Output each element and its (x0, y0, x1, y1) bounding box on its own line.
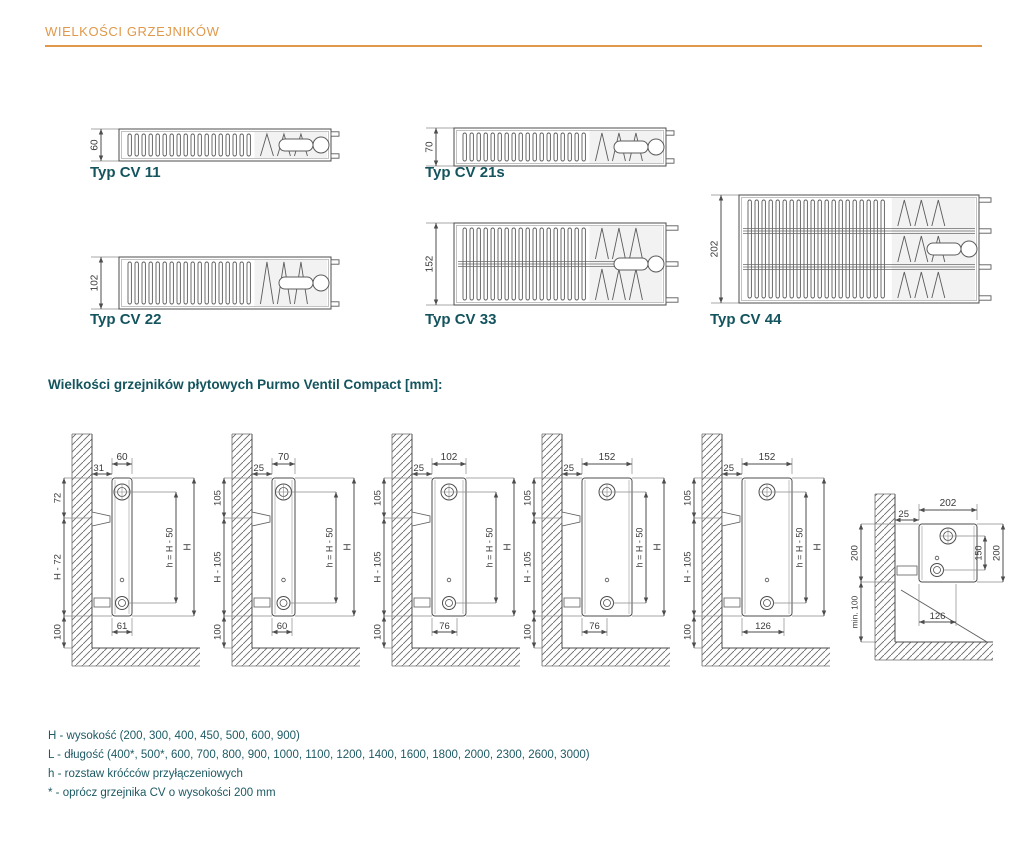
svg-text:105: 105 (682, 490, 694, 506)
svg-text:100: 100 (212, 624, 224, 640)
cross-section-cv-33 (420, 219, 682, 318)
svg-text:min. 100: min. 100 (849, 595, 860, 629)
side-view-5 (678, 420, 836, 681)
svg-text:h = H - 50: h = H - 50 (484, 527, 495, 568)
side-view-3 (368, 420, 526, 681)
svg-text:h = H - 50: h = H - 50 (794, 527, 805, 568)
svg-text:25: 25 (898, 509, 909, 520)
svg-text:61: 61 (116, 621, 128, 632)
svg-text:126: 126 (929, 611, 946, 622)
title-rule (45, 45, 982, 47)
page-title: WIELKOŚCI GRZEJNIKÓW (45, 24, 220, 39)
svg-text:H: H (502, 543, 514, 551)
svg-text:70: 70 (424, 141, 436, 153)
section-title: Wielkości grzejników płytowych Purmo Ventil Compact [mm]: (48, 377, 443, 392)
svg-text:25: 25 (413, 463, 424, 474)
radiator-type-label-cv-11: Typ CV 11 (90, 164, 161, 181)
svg-text:H - 72: H - 72 (52, 554, 64, 580)
svg-text:100: 100 (52, 624, 64, 640)
svg-text:105: 105 (522, 490, 534, 506)
svg-text:H: H (652, 543, 664, 551)
svg-text:102: 102 (89, 274, 101, 292)
radiator-type-label-cv-33: Typ CV 33 (425, 311, 497, 328)
side-view-2 (208, 420, 366, 681)
svg-text:25: 25 (563, 463, 574, 474)
svg-text:200: 200 (991, 545, 1003, 561)
svg-text:76: 76 (589, 621, 600, 632)
svg-text:76: 76 (439, 621, 450, 632)
svg-text:H: H (812, 543, 824, 551)
svg-text:152: 152 (758, 452, 776, 463)
svg-text:70: 70 (277, 452, 290, 463)
svg-text:105: 105 (372, 490, 384, 506)
svg-text:31: 31 (93, 463, 104, 474)
svg-text:60: 60 (276, 621, 288, 632)
svg-text:105: 105 (212, 490, 224, 506)
legend-line-pipe-spacing: h - rozstaw króćców przyłączeniowych (48, 768, 243, 780)
svg-text:H: H (182, 543, 194, 551)
legend (48, 730, 590, 806)
radiator-type-label-cv-44: Typ CV 44 (710, 311, 782, 328)
svg-text:100: 100 (682, 624, 694, 640)
svg-text:h = H - 50: h = H - 50 (634, 527, 645, 568)
svg-text:60: 60 (89, 139, 101, 151)
svg-text:H - 105: H - 105 (682, 551, 694, 583)
svg-text:25: 25 (723, 463, 734, 474)
svg-text:60: 60 (116, 452, 128, 463)
svg-text:H - 105: H - 105 (522, 551, 534, 583)
side-view-4 (518, 420, 676, 681)
radiator-type-label-cv-21s: Typ CV 21s (425, 164, 505, 181)
svg-text:25: 25 (253, 463, 264, 474)
svg-text:126: 126 (755, 621, 771, 632)
svg-text:152: 152 (424, 255, 436, 273)
svg-text:h = H - 50: h = H - 50 (324, 527, 335, 568)
cross-section-cv-44 (705, 191, 995, 316)
svg-text:152: 152 (598, 452, 616, 463)
legend-line-footnote: * - oprócz grzejnika CV o wysokości 200 mm (48, 787, 276, 799)
legend-line-height: H - wysokość (200, 300, 400, 450, 500, 600, 900) (48, 730, 300, 742)
legend-line-length: L - długość (400*, 500*, 600, 700, 800, 900, 1000, 1100, 1200, 1400, 1600, 1800, 2000, 2300, 2600, 3000) (48, 749, 590, 761)
svg-text:H - 105: H - 105 (212, 551, 224, 583)
radiator-type-label-cv-22: Typ CV 22 (90, 311, 162, 328)
side-view-1 (48, 420, 206, 681)
svg-text:200: 200 (849, 545, 861, 561)
corner-installation-view (835, 466, 1017, 683)
svg-text:150: 150 (973, 545, 984, 561)
svg-text:72: 72 (52, 492, 64, 504)
svg-text:H - 105: H - 105 (372, 551, 384, 583)
svg-text:202: 202 (939, 498, 957, 509)
svg-text:202: 202 (709, 240, 721, 258)
svg-text:h = H - 50: h = H - 50 (164, 527, 175, 568)
svg-text:H: H (342, 543, 354, 551)
svg-text:100: 100 (522, 624, 534, 640)
svg-text:100: 100 (372, 624, 384, 640)
svg-text:102: 102 (440, 452, 458, 463)
